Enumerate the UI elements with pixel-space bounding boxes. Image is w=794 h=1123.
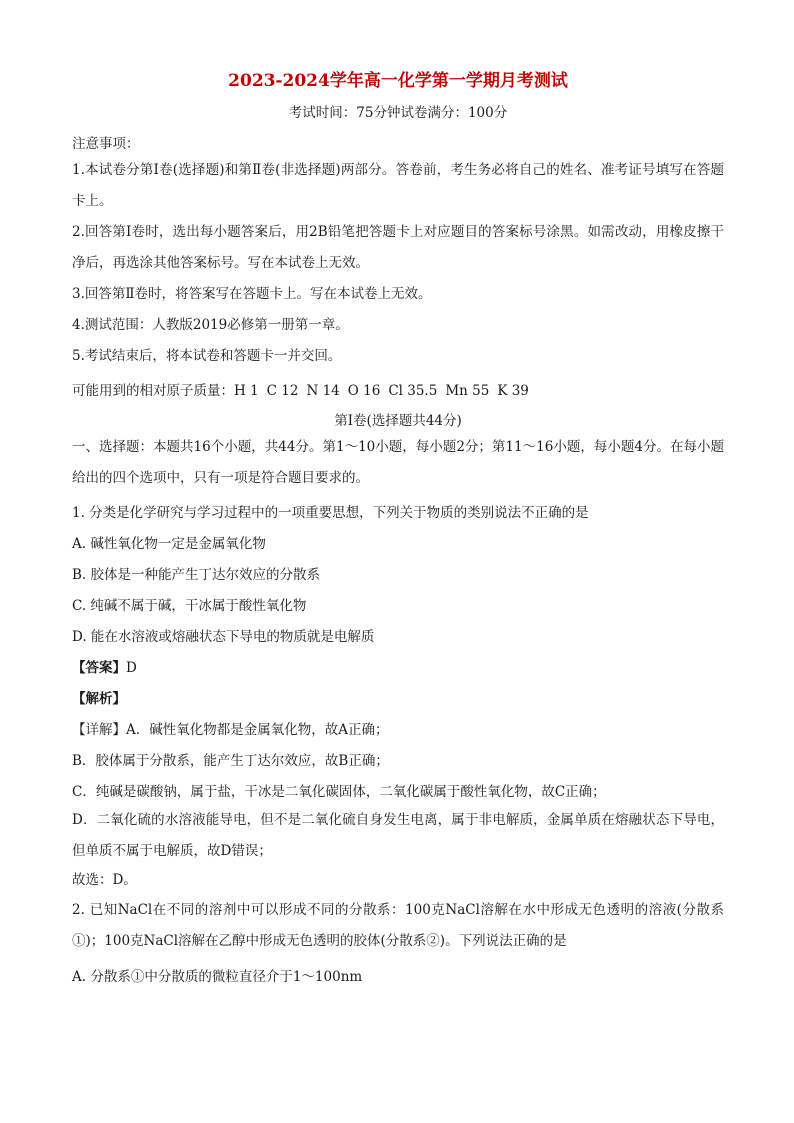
atomic-mass-entry: H 1 [234, 383, 259, 399]
question-stem: 2. 已知NaCl在不同的溶剂中可以形成不同的分散系：100克NaCl溶解在水中形成无色透明的溶液(分散系①)；100克NaCl溶解在乙醇中形成无色透明的胶体(分散系②)。下列说法正确的是 [72, 902, 724, 949]
option-b: B. 胶体是一种能产生丁达尔效应的分散系 [72, 567, 321, 583]
analysis-label: 【解析】 [72, 691, 126, 707]
atomic-mass-entry: N 14 [306, 383, 340, 399]
explanation-line: C．纯碱是碳酸钠，属于盐，干冰是二氧化碳固体，二氧化碳属于酸性氧化物，故C正确； [72, 784, 606, 800]
detail-label: 【详解】 [72, 722, 126, 738]
atomic-mass-entry: K 39 [497, 383, 529, 399]
note-item: 4.测试范围：人教版2019必修第一册第一章。 [72, 317, 349, 333]
question-stem: 1. 分类是化学研究与学习过程中的一项重要思想，下列关于物质的类别说法不正确的是 [72, 505, 589, 521]
answer-line [72, 657, 724, 679]
explanation-text: A．碱性氧化物都是金属氧化物，故A正确； [126, 722, 389, 738]
explanation-line: B．胶体属于分散系，能产生丁达尔效应，故B正确； [72, 753, 389, 769]
atomic-mass-entry: Mn 55 [445, 383, 490, 399]
atomic-mass-entry: Cl 35.5 [388, 383, 438, 399]
option-a: A. 分散系①中分散质的微粒直径介于1～100nm [72, 969, 363, 985]
option-c: C. 纯碱不属于碱，干冰属于酸性氧化物 [72, 598, 307, 614]
explanation-line [72, 719, 724, 741]
section-instructions: 一、选择题：本题共16个小题，共44分。第1～10小题，每小题2分；第11～16小题，每小题4分。在每小题给出的四个选项中，只有一项是符合题目要求的。 [72, 439, 724, 486]
note-item: 1.本试卷分第Ⅰ卷(选择题)和第Ⅱ卷(非选择题)两部分。答卷前，考生务必将自己的姓名、准考证号填写在答题卡上。 [72, 162, 724, 209]
conclusion: 故选：D。 [72, 872, 137, 888]
answer-value: D [126, 660, 137, 676]
atomic-mass-line [72, 380, 724, 402]
option-a: A. 碱性氧化物一定是金属氧化物 [72, 536, 266, 552]
exam-title: 2023-2024学年高一化学第一学期月考测试 [228, 71, 568, 91]
answer-label: 【答案】 [72, 660, 126, 676]
atomic-mass-label: 可能用到的相对原子质量： [72, 383, 234, 399]
option-d: D. 能在水溶液或熔融状态下导电的物质就是电解质 [72, 629, 375, 645]
note-item: 2.回答第Ⅰ卷时，选出每小题答案后，用2B铅笔把答题卡上对应题目的答案标号涂黑。如需改动，用橡皮擦干净后，再选涂其他答案标号。写在本试卷上无效。 [72, 224, 724, 271]
exam-info: 考试时间：75分钟试卷满分：100分 [288, 105, 508, 121]
page-content [72, 68, 724, 988]
notes-heading: 注意事项： [72, 136, 140, 152]
atomic-mass-entry: O 16 [347, 383, 381, 399]
note-item: 3.回答第Ⅱ卷时，将答案写在答题卡上。写在本试卷上无效。 [72, 286, 432, 302]
note-item: 5.考试结束后，将本试卷和答题卡一并交回。 [72, 348, 342, 364]
explanation-line: D．二氧化硫的水溶液能导电，但不是二氧化硫自身发生电离，属于非电解质，金属单质在熔融状态下导电，但单质不属于电解质，故D错误； [72, 812, 724, 859]
atomic-mass-entry: C 12 [266, 383, 299, 399]
section-title: 第Ⅰ卷(选择题共44分) [334, 413, 462, 429]
